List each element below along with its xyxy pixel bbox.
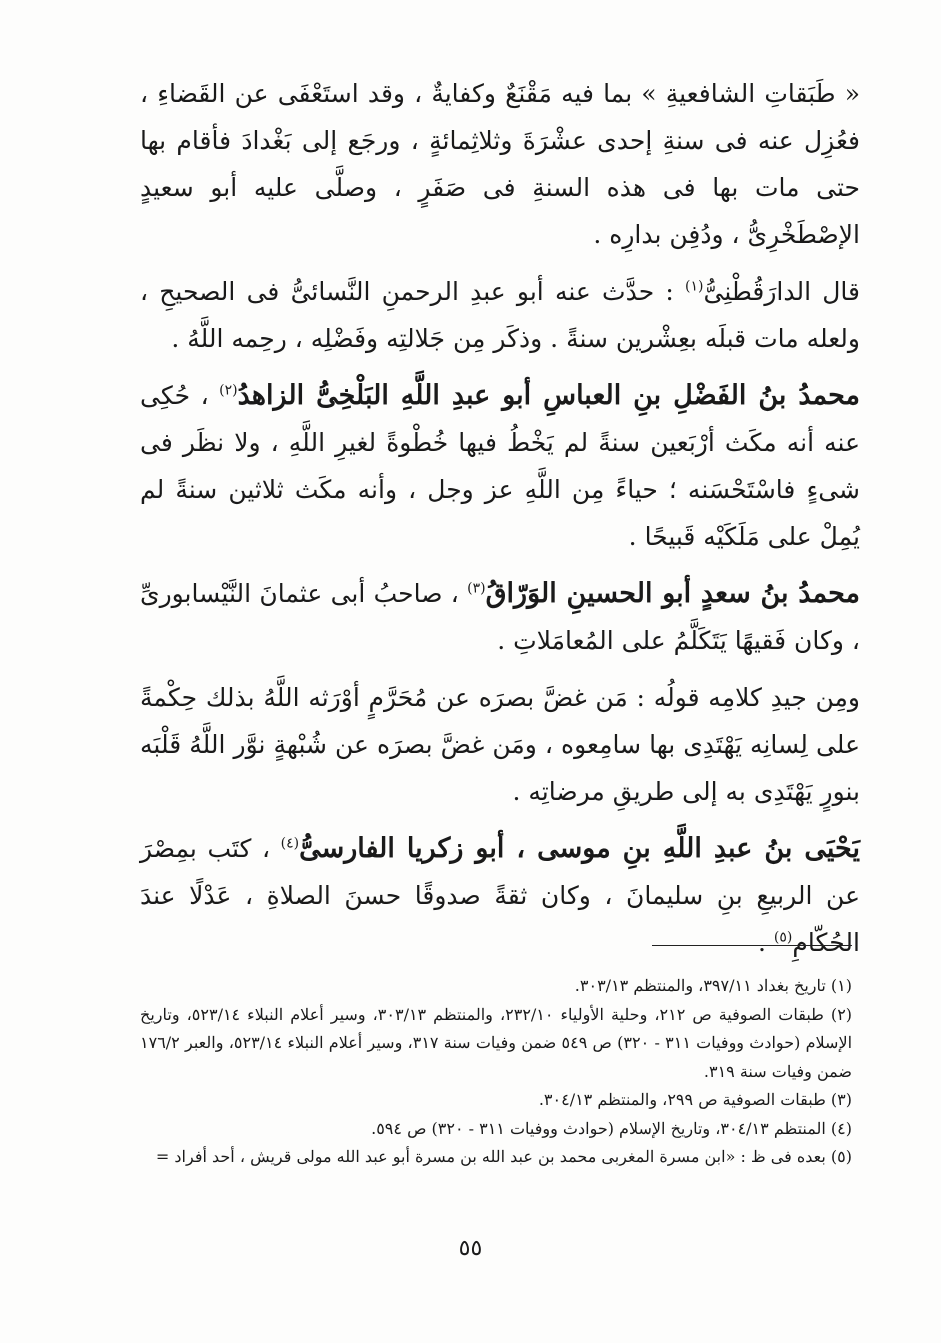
entry-name: يَحْيَى بنُ عبدِ اللَّهِ بنِ موسى ، أبو زكريا الفارسىُّ (299, 833, 860, 864)
footnote-marker-2: (٢) (219, 382, 238, 399)
footnote-marker-3: (٣) (467, 580, 486, 597)
entry-text: ، حُكِى عنه أنه مكَث أرْبَعين سنةً لم يَخْطُ فيها خُطْوةً لغيرِ اللَّهِ ، ولا نظَر فى شىءٍ فاسْتَحْسَنه ؛ حياءً مِن اللَّهِ عز وجل ، وأنه مكَث ثلاثين سنةً لم يُمِلْ على مَلَكَيْه قَبيحًا . (140, 381, 860, 551)
footnote-4: (٤) المنتظم ٣٠٤/١٣، وتاريخ الإسلام (حوادث ووفيات ٣١١ - ٣٢٠) ص ٥٩٤. (371, 1118, 852, 1138)
paragraph-quote-text: ومِن جيدِ كلامِه قولُه : مَن غضَّ بصرَه عن مُحَرَّمٍ أوْرَثه اللَّهُ بذلك حِكْمةً على لِسانِه يَهْتَدِى بها سامِعوه ، ومَن غضَّ بصرَه عن شُبْهةٍ نوَّر اللَّهُ قَلْبَه بنورٍ يَهْتَدِى به إلى طريقِ مرضاتِه . (140, 683, 860, 806)
entry-text: ، كتَب بمِصْرَ عن الربيعِ بنِ سليمانَ ، وكان ثقةً صدوقًا حسنَ الصلاةِ ، عَدْلًا عندَ الحُكّامِ (140, 834, 860, 957)
entry-name: محمدُ بنُ سعدٍ أبو الحسينِ الوَرّاقُ (485, 578, 860, 609)
entry-al-balkhi (140, 372, 860, 560)
footnote-marker-5: (٥) (773, 929, 793, 946)
footnotes (140, 972, 852, 1172)
main-text (140, 70, 860, 976)
entry-name: محمدُ بنُ الفَضْلِ بنِ العباسِ أبو عبدِ اللَّهِ البَلْخِىُّ الزاهدُ (237, 380, 860, 411)
paragraph-2-lead: قال الدارَقُطْنِىُّ (703, 277, 860, 306)
footnote-2: (٢) طبقات الصوفية ص ٢١٢، وحلية الأولياء ٢٣٢/١٠، والمنتظم ٣٠٣/١٣، وسير أعلام النبلاء ٥٢٣/١٤، وتاريخ الإسلام (حوادث ووفيات ٣١١ - ٣٢٠) ص ٥٤٩ ضمن وفيات سنة ٣١٧، وسير أعلام النبلاء ٥٢٣/١٤، والعبر ١٧٦/٢ ضمن وفيات سنة ٣١٩. (140, 1004, 853, 1081)
footnote-1: (١) تاريخ بغداد ٣٩٧/١١، والمنتظم ٣٠٣/١٣. (574, 976, 852, 995)
paragraph-quote (140, 674, 860, 815)
entry-al-warraq (140, 570, 860, 664)
paragraph-1 (140, 70, 860, 258)
paragraph-1-text: « طَبَقاتِ الشافعيةِ » بما فيه مَقْنَعٌ وكفايةٌ ، وقد استَعْفَى عن القَضاءِ ، فعُزِل عنه فى سنةِ إحدى عشْرَةَ وثلاثِمائةٍ ، ورجَع إلى بَغْدادَ فأقام بها حتى مات بها فى هذه السنةِ فى صَفَرٍ ، وصلَّى عليه أبو سعيدٍ الإصْطَخْرِىُّ ، ودُفِن بدارِه . (140, 79, 860, 249)
footnote-marker-1: (١) (685, 278, 704, 295)
entry-end: . (758, 928, 774, 957)
entry-text: ، صاحبُ أبى عثمانَ النَّيْسابورىِّ ، وكان فَقيهًا يَتَكَلَّمُ على المُعامَلاتِ . (140, 579, 860, 655)
paragraph-2 (140, 268, 860, 362)
footnote-3: (٣) طبقات الصوفية ص ٢٩٩، والمنتظم ٣٠٤/١٣. (538, 1090, 852, 1109)
footnote-divider (652, 945, 852, 946)
paragraph-2-text: : حدَّث عنه أبو عبدِ الرحمنِ النَّسائىُّ فى الصحيحِ ، ولعله مات قبلَه بعِشْرين سنةً . وذكَر مِن جَلالتِه وفَضْلِه ، رحِمه اللَّهُ . (140, 277, 860, 353)
footnote-marker-4: (٤) (280, 835, 300, 852)
page-number: ٥٥ (458, 1236, 483, 1261)
footnote-5: (٥) بعده فى ظ : «ابن مسرة المغربى محمد بن عبد الله بن مسرة أبو عبد الله مولى قريش ، أحد أفراد = (155, 1147, 852, 1166)
